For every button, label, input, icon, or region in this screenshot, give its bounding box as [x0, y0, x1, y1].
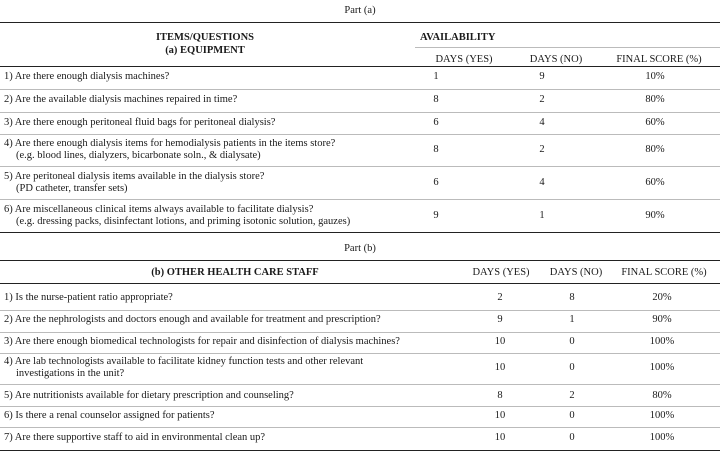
question-text	[4, 204, 350, 228]
days-yes: 10	[494, 410, 506, 421]
days-yes: 10	[494, 362, 506, 373]
part-a-top-rule	[0, 22, 720, 23]
question-text: 3) Are there enough peritoneal fluid bags for peritoneal dialysis?	[4, 117, 276, 128]
final-score: 90%	[645, 210, 665, 221]
row-divider	[0, 199, 720, 200]
question-main: 4) Are there enough dialysis items for hemodialysis patients in the items store?	[4, 138, 336, 149]
days-yes: 6	[433, 117, 439, 128]
days-yes: 9	[433, 210, 439, 221]
part-a-col-no: DAYS (NO)	[529, 54, 583, 65]
row-divider	[0, 89, 720, 90]
question-sub: (e.g. dressing packs, disinfectant lotions, and priming isotonic solution, gauzes)	[16, 216, 351, 227]
question-text: 2) Are the nephrologists and doctors enough and available for treatment and prescription?	[4, 314, 381, 325]
question-main: 4) Are lab technologists available to facilitate kidney function tests and other relevant	[4, 356, 364, 367]
days-no: 2	[569, 390, 575, 401]
part-b-col-yes: DAYS (YES)	[472, 267, 530, 278]
days-no: 0	[569, 432, 575, 443]
days-yes: 2	[497, 292, 503, 303]
days-yes: 10	[494, 432, 506, 443]
days-no: 0	[569, 410, 575, 421]
part-a-col-yes: DAYS (YES)	[435, 54, 493, 65]
row-divider	[0, 112, 720, 113]
final-score: 80%	[645, 144, 665, 155]
final-score: 80%	[652, 390, 672, 401]
days-no: 2	[539, 144, 545, 155]
part-b-bottom-rule	[0, 450, 720, 451]
question-text: 7) Are there supportive staff to aid in environmental clean up?	[4, 432, 266, 443]
question-text: 1) Is the nurse-patient ratio appropriate?	[4, 292, 173, 303]
part-b-col-score: FINAL SCORE (%)	[621, 267, 707, 278]
row-divider	[0, 134, 720, 135]
part-b-top-rule	[0, 260, 720, 261]
final-score: 60%	[645, 117, 665, 128]
days-yes: 8	[433, 144, 439, 155]
part-a-bottom-rule	[0, 232, 720, 233]
question-text: 1) Are there enough dialysis machines?	[4, 71, 170, 82]
days-no: 4	[539, 177, 545, 188]
question-text: 2) Are the available dialysis machines repaired in time?	[4, 94, 238, 105]
question-sub: (PD catheter, transfer sets)	[16, 183, 128, 194]
final-score: 60%	[645, 177, 665, 188]
row-divider	[0, 427, 720, 428]
availability-header: AVAILABILITY	[420, 32, 496, 43]
days-no: 2	[539, 94, 545, 105]
days-yes: 10	[494, 336, 506, 347]
days-no: 1	[569, 314, 575, 325]
final-score: 80%	[645, 94, 665, 105]
part-a-title-line2: (a) EQUIPMENT	[165, 45, 245, 56]
row-divider	[0, 353, 720, 354]
row-divider	[0, 310, 720, 311]
part-a-col-score: FINAL SCORE (%)	[616, 54, 702, 65]
question-text: 5) Are nutritionists available for dietary prescription and counseling?	[4, 390, 294, 401]
part-a-title-line1: ITEMS/QUESTIONS	[155, 32, 255, 43]
part-b-title: (b) OTHER HEALTH CARE STAFF	[151, 267, 319, 278]
question-main: 5) Are peritoneal dialysis items available in the dialysis store?	[4, 171, 265, 182]
part-a-header-rule	[0, 66, 720, 67]
days-no: 0	[569, 362, 575, 373]
row-divider	[0, 406, 720, 407]
final-score: 100%	[649, 432, 675, 443]
days-no: 0	[569, 336, 575, 347]
days-no: 9	[539, 71, 545, 82]
days-yes: 8	[497, 390, 503, 401]
availability-underline	[415, 47, 720, 48]
final-score: 90%	[652, 314, 672, 325]
question-text	[4, 138, 335, 162]
days-yes: 6	[433, 177, 439, 188]
final-score: 10%	[645, 71, 665, 82]
final-score: 20%	[652, 292, 672, 303]
part-b-header-rule	[0, 283, 720, 284]
row-divider	[0, 166, 720, 167]
days-yes: 8	[433, 94, 439, 105]
days-no: 1	[539, 210, 545, 221]
question-main: 6) Are miscellaneous clinical items always available to facilitate dialysis?	[4, 204, 314, 215]
days-yes: 9	[497, 314, 503, 325]
days-yes: 1	[433, 71, 439, 82]
question-text: 3) Are there enough biomedical technologists for repair and disinfection of dialysis machines?	[4, 336, 400, 347]
row-divider	[0, 332, 720, 333]
part-b-label: Part (b)	[344, 243, 376, 254]
question-text: 6) Is there a renal counselor assigned for patients?	[4, 410, 215, 421]
question-sub: (e.g. blood lines, dialyzers, bicarbonate soln., & dialysate)	[16, 150, 261, 161]
question-sub: investigations in the unit?	[16, 368, 125, 379]
row-divider	[0, 384, 720, 385]
question-text	[4, 356, 363, 380]
final-score: 100%	[649, 336, 675, 347]
final-score: 100%	[649, 362, 675, 373]
question-text	[4, 171, 264, 195]
days-no: 8	[569, 292, 575, 303]
final-score: 100%	[649, 410, 675, 421]
part-a-label: Part (a)	[344, 5, 376, 16]
part-b-col-no: DAYS (NO)	[549, 267, 603, 278]
days-no: 4	[539, 117, 545, 128]
